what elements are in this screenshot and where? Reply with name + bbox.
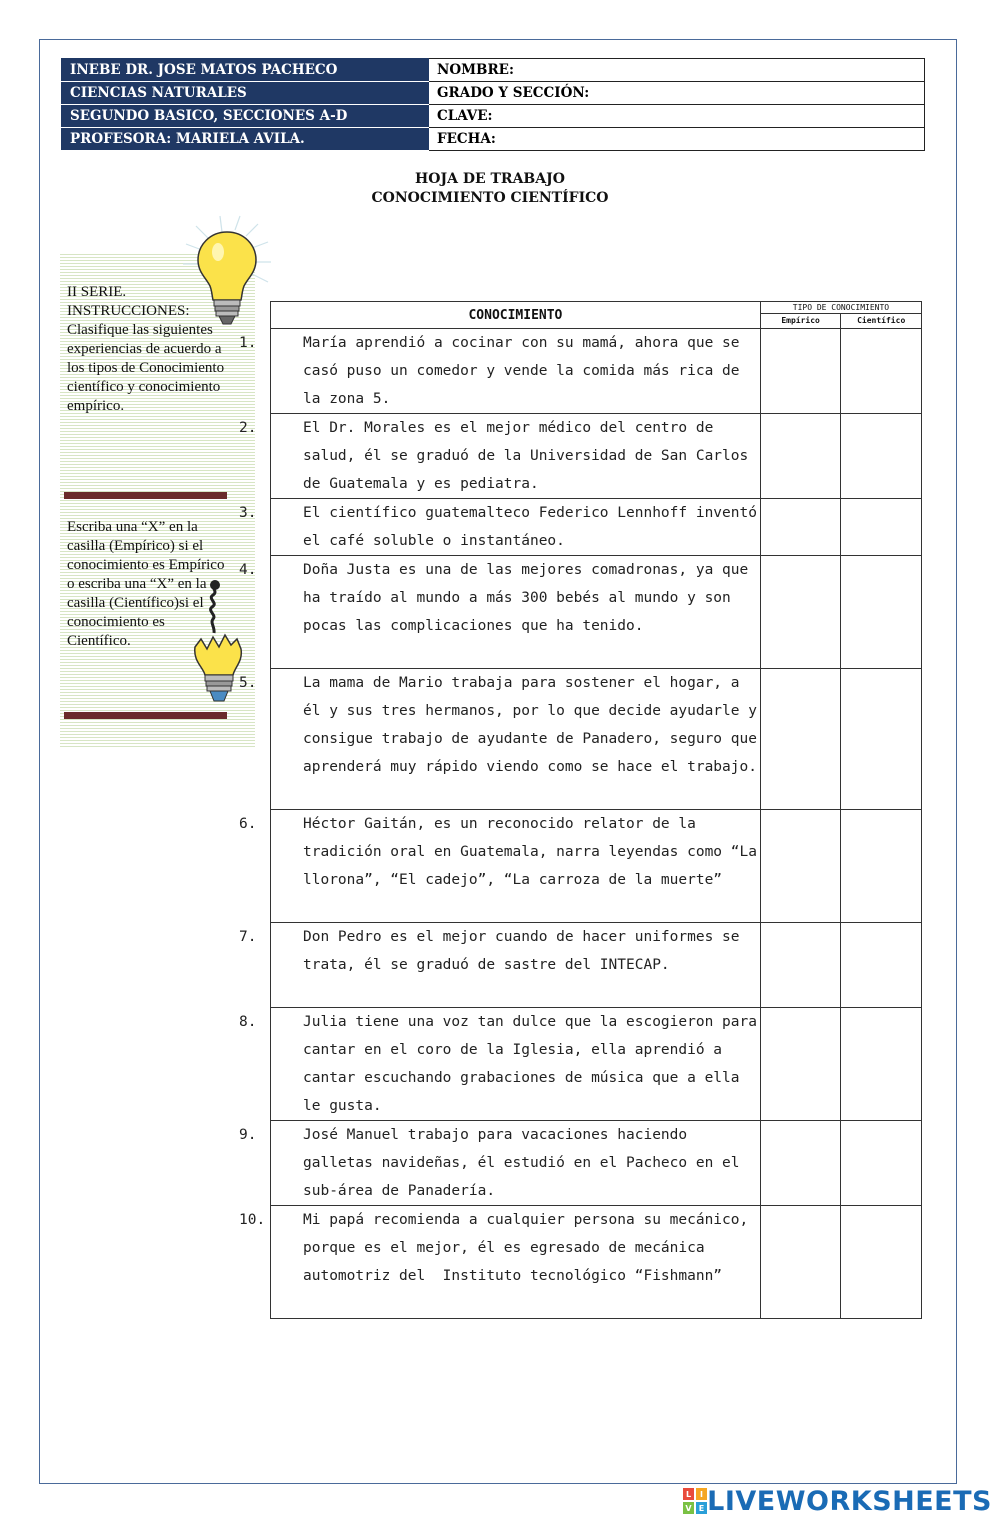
statement-number: 7. bbox=[239, 929, 257, 945]
statement-body: Don Pedro es el mejor cuando de hacer uniformes se trata, él se graduó de sastre del INTECAP. bbox=[303, 929, 749, 973]
empirico-checkbox[interactable] bbox=[760, 556, 840, 669]
empirico-checkbox[interactable] bbox=[760, 810, 840, 923]
subject: CIENCIAS NATURALES bbox=[62, 82, 429, 105]
logo-badge-v: V bbox=[685, 1504, 692, 1513]
knowledge-statement bbox=[239, 669, 766, 810]
cientifico-checkbox[interactable] bbox=[841, 414, 922, 499]
knowledge-statement bbox=[239, 556, 761, 669]
name-field[interactable]: NOMBRE: bbox=[429, 59, 925, 82]
statement-number: 8. bbox=[239, 1014, 257, 1030]
table-row bbox=[271, 414, 922, 499]
empirico-checkbox[interactable] bbox=[760, 1121, 840, 1206]
worksheet-subtitle: CONOCIMIENTO CIENTÍFICO bbox=[371, 190, 609, 206]
statement-body: María aprendió a cocinar con su mamá, ahora que se casó puso un comedor y vende la comida más rica de la zona 5. bbox=[303, 335, 749, 407]
table-row bbox=[271, 329, 922, 414]
statement-body: Doña Justa es una de las mejores comadronas, ya que ha traído al mundo a más 300 bebés al mundo y son pocas las complicaciones que ha tenido. bbox=[303, 562, 757, 634]
school-name: INEBE DR. JOSE MATOS PACHECO bbox=[62, 59, 429, 82]
statement-number: 3. bbox=[239, 505, 257, 521]
statement-text bbox=[239, 1121, 760, 1205]
statement-text bbox=[239, 1008, 766, 1120]
key-field[interactable]: CLAVE: bbox=[429, 105, 925, 128]
grade-section-field[interactable]: GRADO Y SECCIÓN: bbox=[429, 82, 925, 105]
worksheet-title: HOJA DE TRABAJO bbox=[415, 171, 565, 187]
knowledge-statement bbox=[239, 329, 761, 414]
liveworksheets-brand: LIVEWORKSHEETS bbox=[707, 1485, 992, 1517]
statement-text bbox=[239, 669, 766, 781]
lightbulb-icon bbox=[180, 214, 275, 329]
table-row bbox=[271, 1008, 922, 1121]
logo-badge-i: I bbox=[700, 1490, 704, 1499]
knowledge-statement bbox=[239, 923, 761, 1008]
cientifico-checkbox[interactable] bbox=[841, 669, 922, 810]
header-table bbox=[61, 58, 925, 151]
empirico-checkbox[interactable] bbox=[760, 1008, 840, 1121]
statement-text bbox=[239, 414, 760, 498]
table-row bbox=[271, 669, 922, 810]
empirico-checkbox[interactable] bbox=[760, 499, 840, 556]
cientifico-checkbox[interactable] bbox=[841, 923, 922, 1008]
knowledge-statement bbox=[239, 1206, 761, 1319]
cientifico-checkbox[interactable] bbox=[841, 1121, 922, 1206]
statement-number: 6. bbox=[239, 816, 257, 832]
table-row bbox=[271, 1206, 922, 1319]
statement-body: José Manuel trabajo para vacaciones haciendo galletas navideñas, él estudió en el Pacheco en el sub-área de Panadería. bbox=[303, 1127, 749, 1199]
grade-level: SEGUNDO BASICO, SECCIONES A-D bbox=[62, 105, 429, 128]
knowledge-statement bbox=[239, 499, 766, 556]
empirico-checkbox[interactable] bbox=[760, 669, 840, 810]
statement-text bbox=[239, 810, 766, 894]
column-header-cientifico: Científico bbox=[841, 314, 922, 329]
column-header-tipo: TIPO DE CONOCIMIENTO bbox=[760, 302, 921, 314]
statement-number: 9. bbox=[239, 1127, 257, 1143]
statement-number: 1. bbox=[239, 335, 257, 351]
empirico-checkbox[interactable] bbox=[760, 923, 840, 1008]
cientifico-checkbox[interactable] bbox=[841, 556, 922, 669]
cientifico-checkbox[interactable] bbox=[841, 1206, 922, 1319]
knowledge-table bbox=[239, 301, 922, 1319]
column-header-conocimiento: CONOCIMIENTO bbox=[271, 302, 761, 329]
statement-number: 5. bbox=[239, 675, 257, 691]
cientifico-checkbox[interactable] bbox=[841, 499, 922, 556]
instructions-note: Escriba una “X” en la casilla (Empírico) si el conocimiento es Empírico o escriba una “X” en la casilla (Científico)si el conocimiento es Científico. bbox=[67, 519, 225, 649]
cientifico-checkbox[interactable] bbox=[841, 1008, 922, 1121]
cientifico-checkbox[interactable] bbox=[841, 329, 922, 414]
statement-number: 4. bbox=[239, 562, 257, 578]
empirico-checkbox[interactable] bbox=[760, 414, 840, 499]
statement-number: 10. bbox=[239, 1212, 266, 1228]
logo-badge-e: E bbox=[698, 1504, 705, 1513]
statement-body: El Dr. Morales es el mejor médico del centro de salud, él se graduó de la Universidad de San Carlos de Guatemala y es pediatra. bbox=[303, 420, 757, 492]
table-row bbox=[271, 1121, 922, 1206]
statement-text bbox=[239, 329, 760, 413]
statement-body: La mama de Mario trabaja para sostener el hogar, a él y sus tres hermanos, por lo que decide ayudarle y consigue trabajo de ayudante de Panadero, seguro que aprenderá muy rápido viendo como se hace el trabajo. bbox=[303, 675, 766, 775]
statement-number: 2. bbox=[239, 420, 257, 436]
knowledge-statement bbox=[239, 1008, 766, 1121]
empirico-checkbox[interactable] bbox=[760, 329, 840, 414]
knowledge-statement bbox=[239, 810, 766, 923]
cientifico-checkbox[interactable] bbox=[841, 810, 922, 923]
knowledge-statement bbox=[239, 414, 761, 499]
table-row bbox=[271, 923, 922, 1008]
statement-text bbox=[239, 1206, 760, 1290]
statement-text bbox=[239, 499, 766, 555]
statement-body: El científico guatemalteco Federico Lennhoff inventó el café soluble o instantáneo. bbox=[303, 505, 766, 549]
statement-body: Julia tiene una voz tan dulce que la escogieron para cantar en el coro de la Iglesia, ella aprendió a cantar escuchando grabaciones de música que a ella le gusta. bbox=[303, 1014, 766, 1114]
divider bbox=[64, 492, 227, 499]
statement-body: Mi papá recomienda a cualquier persona su mecánico, porque es el mejor, él es egresado de mecánica automotriz del Instituto tecnológico “Fishmann” bbox=[303, 1212, 757, 1284]
liveworksheets-logo bbox=[683, 1482, 992, 1520]
knowledge-statement bbox=[239, 1121, 761, 1206]
table-row bbox=[271, 499, 922, 556]
statement-text bbox=[239, 923, 760, 979]
instructions-text: II SERIE. INSTRUCCIONES: Clasifique las siguientes experiencias de acuerdo a los tipos de Conocimiento científico y conocimiento empírico. bbox=[67, 284, 225, 414]
liveworksheets-logo-icon bbox=[683, 1488, 707, 1514]
table-row bbox=[271, 556, 922, 669]
teacher: PROFESORA: MARIELA AVILA. bbox=[62, 128, 429, 151]
statement-body: Héctor Gaitán, es un reconocido relator de la tradición oral en Guatemala, narra leyendas como “La llorona”, “El cadejo”, “La carroza de la muerte” bbox=[303, 816, 766, 888]
column-header-empirico: Empírico bbox=[760, 314, 840, 329]
statement-text bbox=[239, 556, 760, 640]
empirico-checkbox[interactable] bbox=[760, 1206, 840, 1319]
date-field[interactable]: FECHA: bbox=[429, 128, 925, 151]
logo-badge-l: L bbox=[686, 1490, 692, 1499]
table-row bbox=[271, 810, 922, 923]
